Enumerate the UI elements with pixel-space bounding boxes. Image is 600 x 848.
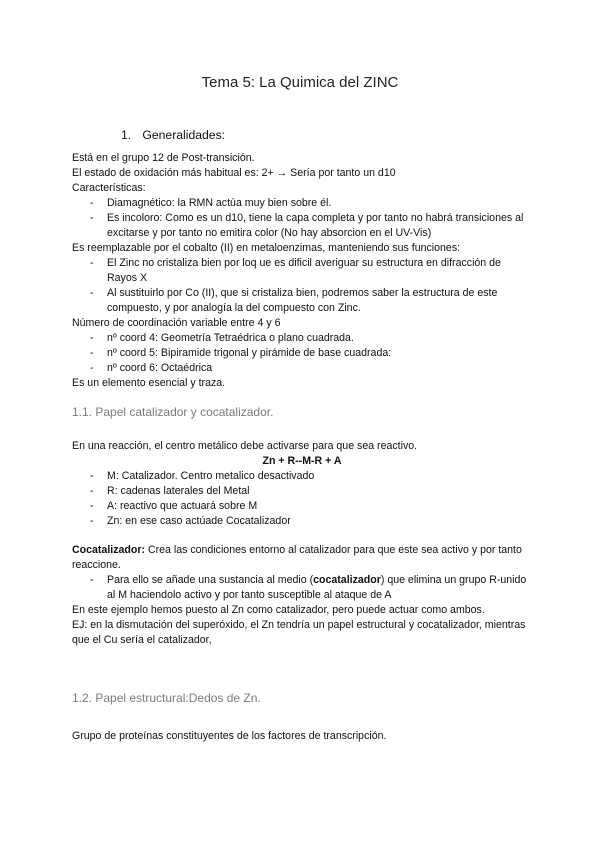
reemplazable-list xyxy=(72,256,532,316)
section-1-number: 1. xyxy=(121,128,132,142)
reaccion-intro: En una reacción, el centro metálico debe activarse para que sea reactivo. xyxy=(72,440,418,452)
list-item: - Zn: en ese caso actúade Cocatalizador xyxy=(72,514,532,529)
section-1-2-heading: 1.2. Papel estructural:Dedos de Zn. xyxy=(72,691,261,705)
cocatalizador-paragraph xyxy=(72,543,532,573)
list-item: - nº coord 5: Bipiramide trigonal y pirámide de base cuadrada: xyxy=(72,346,532,361)
cocatalizador-term: Cocatalizador: xyxy=(72,544,145,556)
section-1-1-heading: 1.1. Papel catalizador y cocatalizador. xyxy=(72,405,274,419)
list-item: - nº coord 6: Octaédrica xyxy=(72,361,532,376)
list-item: - Al sustituirlo por Co (II), que si cristaliza bien, podremos saber la estructura de este compuesto, y por analogía la del compuesto con Zinc. xyxy=(72,286,532,316)
list-item: - El Zinc no cristaliza bien por loq ue es dificil averiguar su estructura en difracción de Rayos X xyxy=(72,256,532,286)
list-item: - Diamagnético: la RMN actúa muy bien sobre él. xyxy=(72,196,532,211)
oxidacion-line: El estado de oxidación más habitual es: 2+ → Sería por tanto un d10 xyxy=(72,167,396,179)
document-title: Tema 5: La Quimica del ZINC xyxy=(201,74,399,91)
document-body xyxy=(72,128,532,744)
caracteristicas-label: Características: xyxy=(72,182,146,194)
ej-line: EJ: en la dismutación del superóxido, el Zn tendría un papel estructural y cocatalizador, mientras que el Cu sería el catalizador, xyxy=(72,619,526,646)
section-1-title: Generalidades: xyxy=(142,128,226,142)
caracteristicas-list xyxy=(72,196,532,241)
formula-legend-list xyxy=(72,469,532,529)
reemplazable-line: Es reemplazable por el cobalto (II) en metaloenzimas, manteniendo sus funciones: xyxy=(72,242,461,254)
list-item: - A: reactivo que actuará sobre M xyxy=(72,499,532,514)
list-item: - Es incoloro: Como es un d10, tiene la capa completa y por tanto no habrá transiciones al excitarse y por tanto no emitira color (No hay absorcion en el UV-Vis) xyxy=(72,211,532,241)
reaction-formula: Zn + R--M-R + A xyxy=(262,455,342,467)
list-item: - M: Catalizador. Centro metalico desactivado xyxy=(72,469,532,484)
list-item: - Para ello se añade una sustancia al medio (cocatalizador) que elimina un grupo R-unido al M haciendolo activo y por tanto susceptible al ataque de A xyxy=(72,573,532,603)
grupo-line: Está en el grupo 12 de Post-transición. xyxy=(72,152,255,164)
cocatalizador-bold-term: cocatalizador xyxy=(313,574,381,586)
ejemplo-line: En este ejemplo hemos puesto al Zn como catalizador, pero puede actuar como ambos. xyxy=(72,604,485,616)
cocatalizador-list xyxy=(72,573,532,603)
dedos-zn-text: Grupo de proteínas constituyentes de los factores de transcripción. xyxy=(72,730,387,742)
cocatalizador-definition: Crea las condiciones entorno al catalizador para que este sea activo y por tanto reaccione. xyxy=(72,544,522,571)
list-item: - R: cadenas laterales del Metal xyxy=(72,484,532,499)
coordinacion-list xyxy=(72,331,532,376)
esencial-line: Es un elemento esencial y traza. xyxy=(72,377,226,389)
coordinacion-line: Número de coordinación variable entre 4 y 6 xyxy=(72,317,281,329)
section-1-heading xyxy=(72,128,532,143)
list-item: - nº coord 4: Geometría Tetraédrica o plano cuadrada. xyxy=(72,331,532,346)
